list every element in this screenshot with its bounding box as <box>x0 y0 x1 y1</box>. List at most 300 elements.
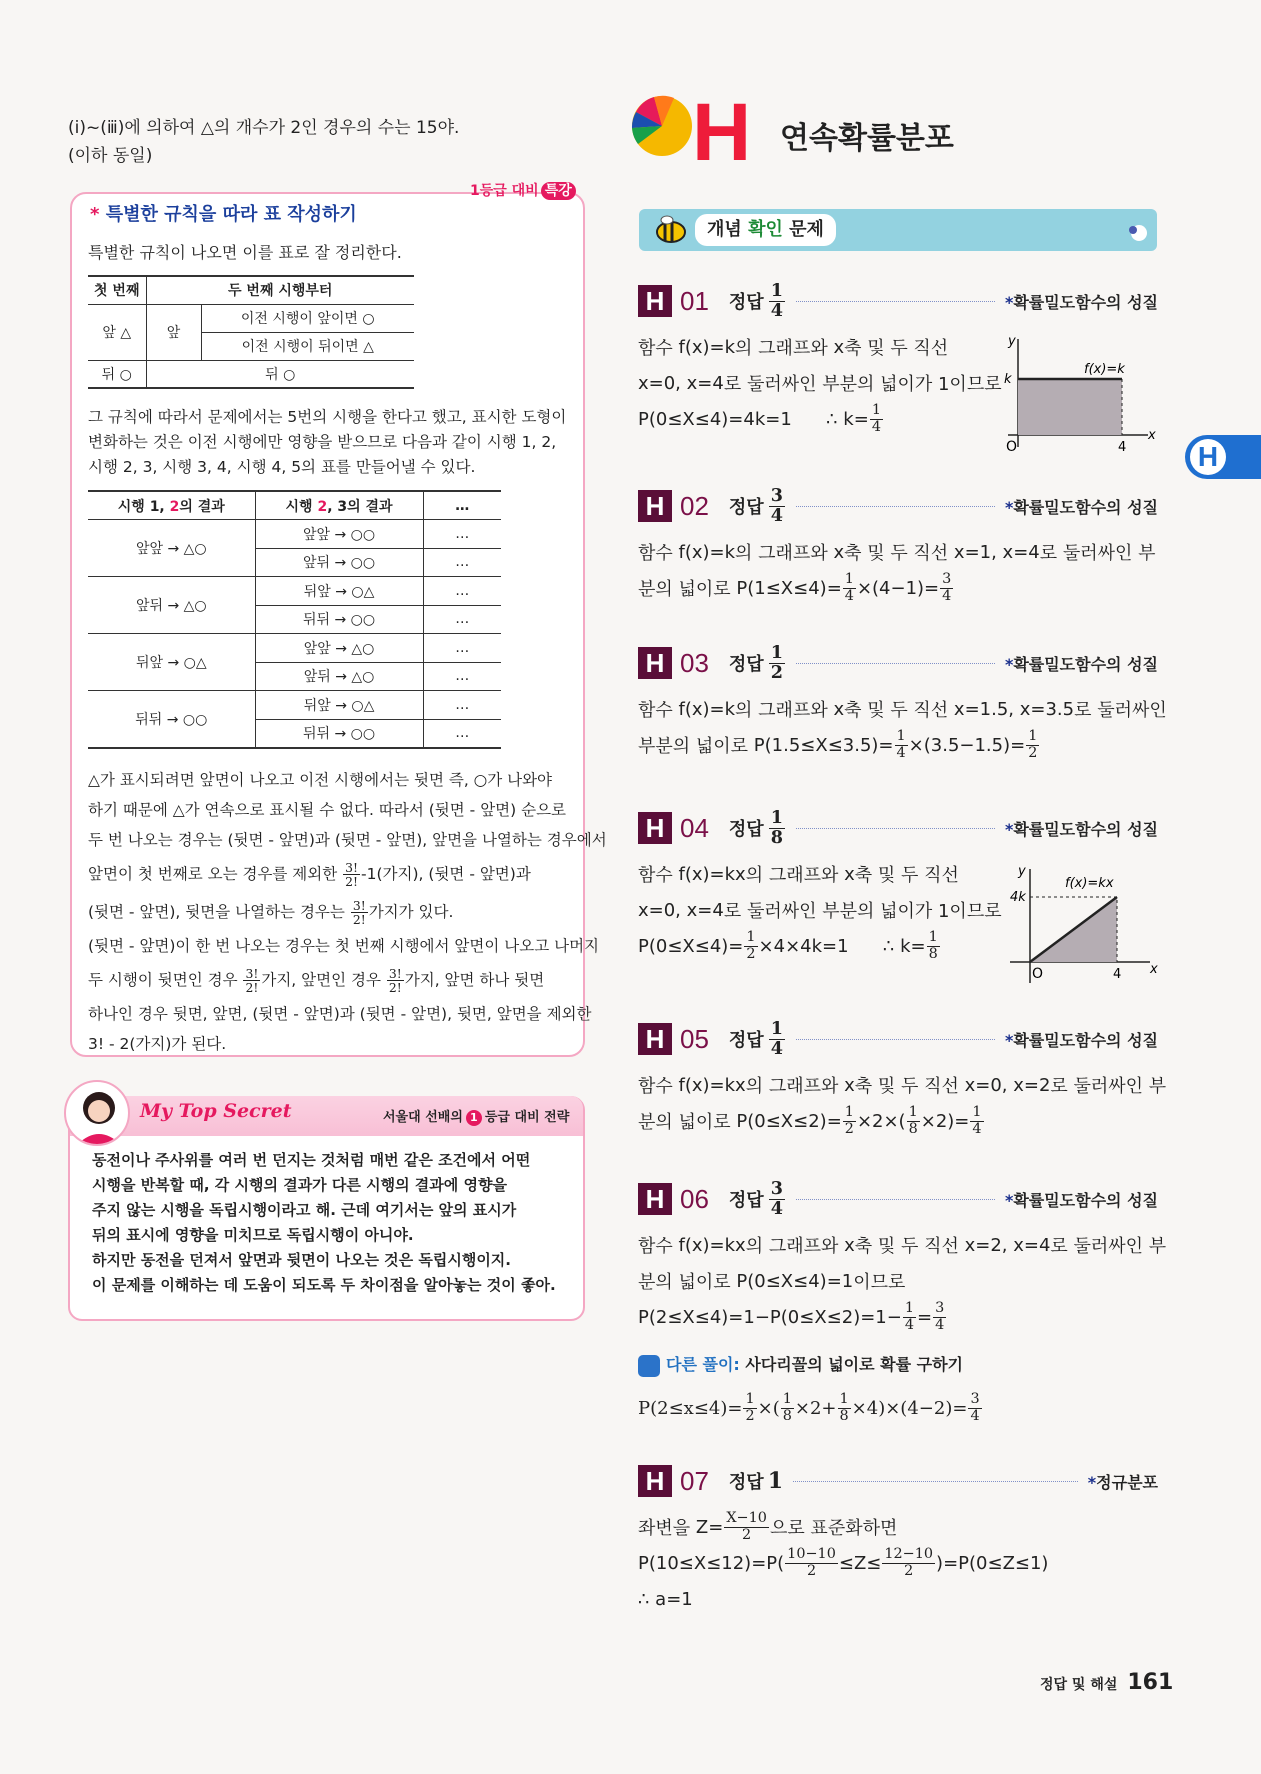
denominator: 4 <box>935 1316 945 1333</box>
chapter-title: 연속확률분포 <box>780 121 954 156</box>
alternative-solution-equation <box>638 1388 983 1428</box>
problem-header <box>638 486 1158 526</box>
header-text: 2 <box>317 498 328 515</box>
fraction <box>781 1392 794 1423</box>
text-segment: ×2×( <box>856 1110 906 1132</box>
fraction <box>743 1392 756 1423</box>
text-segment: x=0, x=2 <box>964 1074 1051 1096</box>
text-segment: 의 그래프와 <box>735 543 834 564</box>
numerator: 1 <box>770 807 783 829</box>
star-icon: * <box>1004 819 1014 839</box>
table-cell: … <box>423 577 501 606</box>
numerator: 1 <box>928 929 938 946</box>
function-label: f(x)=k <box>1084 362 1125 377</box>
table-cell: 앞뒤 → ○○ <box>255 548 423 577</box>
topic-tag <box>1005 1028 1158 1051</box>
solution-line <box>638 570 1158 606</box>
subtitle-text: 등급 대비 전략 <box>484 1110 570 1125</box>
origin-label: O <box>1032 966 1044 982</box>
answer-value <box>768 487 786 525</box>
answer-value: 1 <box>767 1468 784 1494</box>
text-segment: 분의 넓이로 <box>638 1112 737 1133</box>
problem-header <box>638 281 1158 321</box>
denominator: 2! <box>352 912 366 927</box>
text-segment: P(1≤X≤4)= <box>736 577 842 599</box>
denominator: 4 <box>770 299 783 321</box>
problem-header <box>638 1019 1158 1059</box>
denominator: 4 <box>770 1037 783 1059</box>
table-cell: 뒤앞 → ○△ <box>88 634 255 691</box>
fraction <box>838 1392 851 1423</box>
header-text: , 3의 결과 <box>327 498 393 515</box>
problem-number: 05 <box>680 1023 709 1054</box>
concept-check-label <box>695 214 836 246</box>
box-description: 특별한 규칙이 나오면 이를 표로 잘 정리한다. <box>88 243 402 262</box>
intro-line: (ⅰ)~(ⅲ)에 의하여 △의 개수가 2인 경우의 수는 15야. <box>68 118 460 138</box>
text-segment: 축 및 두 직선 <box>844 700 954 721</box>
topic-tag <box>1005 290 1158 313</box>
table-cell: … <box>423 691 501 720</box>
text-line: 하지만 동전을 던져서 앞면과 뒷면이 나오는 것은 독립시행이지. <box>92 1251 511 1269</box>
text-line: 시행을 반복할 때, 각 시행의 결과가 다른 시행의 결과에 영향을 <box>92 1176 507 1194</box>
fraction <box>970 1105 983 1136</box>
answer-label: 정답 <box>728 1030 764 1051</box>
graph-linear-density <box>1010 865 1160 985</box>
text-segment: ≤Z≤ <box>838 1552 882 1574</box>
text-line: 이 문제를 이해하는 데 도움이 되도록 두 차이점을 알아놓는 것이 좋아. <box>92 1276 556 1294</box>
solution-line <box>638 1067 1167 1103</box>
text-segment: ∴ k= <box>848 935 926 957</box>
table-cell: … <box>423 719 501 748</box>
table-row <box>88 634 501 663</box>
numerator: 12−10 <box>884 1546 934 1563</box>
text-segment: 의 그래프와 <box>745 1076 845 1097</box>
problem-letter-badge: H <box>638 812 672 844</box>
solution-line <box>638 1227 1167 1263</box>
text-segment: ×(3.5−1.5)= <box>908 734 1026 756</box>
subtitle-text: 서울대 선배의 <box>383 1110 463 1125</box>
problem-letter-badge: H <box>638 490 672 522</box>
denominator: 2! <box>388 980 402 995</box>
answer-label: 정답 <box>728 819 764 840</box>
numerator: 1 <box>908 1104 918 1121</box>
fraction <box>1026 729 1039 760</box>
answer-label: 정답 <box>728 654 764 675</box>
table-cell: 이전 시행이 뒤이면 △ <box>201 332 414 360</box>
table-cell: … <box>423 520 501 549</box>
solution-line <box>638 1263 1158 1299</box>
text-line: 그 규칙에 따라서 문제에서는 5번의 시행을 한다고 했고, 표시한 도형이 <box>88 408 567 426</box>
chapter-logo <box>630 88 760 168</box>
answer-value <box>768 1020 786 1058</box>
text-segment: ×2+ <box>794 1397 837 1419</box>
text-line <box>88 1029 578 1059</box>
table-cell: 앞앞 → ○○ <box>255 520 423 549</box>
fraction <box>927 930 940 961</box>
footer-label: 정답 및 해설 <box>1040 1677 1118 1693</box>
fraction <box>769 1180 785 1218</box>
solution-line <box>638 691 1167 727</box>
text-line: 뒤의 표시에 영향을 미치므로 독립시행이 아니야. <box>92 1226 414 1244</box>
text-segment: P(0≤X≤4)=4k=1 <box>638 408 792 430</box>
table-header <box>88 491 255 520</box>
problem-header <box>638 1461 1158 1501</box>
chapter-letter: H <box>692 88 752 168</box>
avatar <box>64 1080 130 1146</box>
my-top-secret-body <box>92 1148 556 1298</box>
text-segment: 축 및 두 직선 <box>844 543 954 564</box>
table-cell: 앞뒤 → △○ <box>88 577 255 634</box>
text-segment: 이므로 <box>853 1272 906 1293</box>
table-cell: 앞 △ <box>88 304 146 360</box>
tick-label: 4 <box>1118 440 1127 453</box>
text-segment: Z= <box>695 1516 724 1538</box>
table-cell: 앞앞 → △○ <box>88 520 255 577</box>
denominator: 2! <box>245 980 259 995</box>
denominator: 2 <box>742 1526 752 1543</box>
text-line: 주지 않는 시행을 독립시행이라고 해. 근데 여기서는 앞의 표시가 <box>92 1201 517 1219</box>
table-cell: 뒤 ○ <box>88 360 146 388</box>
numerator: 3 <box>970 1391 980 1408</box>
intro-text <box>68 114 459 170</box>
text-segment: 분의 넓이로 <box>638 1272 737 1293</box>
topic-text: 확률밀도함수의 성질 <box>1013 1190 1158 1210</box>
denominator: 2! <box>345 874 359 889</box>
table-cell: … <box>423 662 501 691</box>
pie-chart-icon <box>630 88 760 168</box>
fraction <box>769 1020 785 1058</box>
header-text: 의 결과 <box>179 498 225 515</box>
text-segment: 두 시행이 뒷면인 경우 <box>88 971 243 989</box>
text-segment: (뒷면 - 앞면)이 한 번 나오는 경우는 첫 번째 시행에서 앞면이 나오고 나머지 <box>88 937 600 955</box>
fraction <box>769 282 785 320</box>
dotted-leader <box>796 1039 995 1040</box>
table-cell: 앞 <box>146 304 201 360</box>
side-tab-letter: H <box>1190 439 1226 475</box>
dotted-leader <box>796 663 995 664</box>
answer-label: 정답 <box>728 497 764 518</box>
problem-06 <box>638 1178 1167 1335</box>
fraction <box>903 1301 916 1332</box>
denominator: 8 <box>908 1120 918 1137</box>
problem-number: 06 <box>680 1183 709 1214</box>
answer-value <box>768 644 786 682</box>
text-segment: 두 번 나오는 경우는 (뒷면 - 앞면)과 (뒷면 - 앞면), 앞면을 나열하는 경우에서 <box>88 831 607 849</box>
problem-number: 03 <box>680 647 709 678</box>
denominator: 4 <box>970 1407 980 1424</box>
problem-letter-badge: H <box>638 1023 672 1055</box>
solution-line <box>638 1545 1158 1581</box>
table-cell: 앞앞 → △○ <box>255 634 423 663</box>
tick-label: 4 <box>1113 967 1122 982</box>
alternative-solution-title <box>638 1352 963 1377</box>
text-segment: 가지가 있다. <box>368 903 454 921</box>
table-cell: 뒤앞 → ○△ <box>255 691 423 720</box>
table-cell: 뒤 ○ <box>146 360 414 388</box>
answer-label: 정답 <box>728 292 764 313</box>
star-icon: * <box>1004 654 1014 674</box>
box-title-text: 특별한 규칙을 따라 표 작성하기 <box>105 204 357 225</box>
topic-text: 확률밀도함수의 성질 <box>1013 654 1158 674</box>
text-segment: 3! - 2(가지)가 된다. <box>88 1035 227 1053</box>
text-segment: ∴ a=1 <box>638 1588 693 1610</box>
intro-line: (이하 동일) <box>68 146 153 166</box>
header-text: 2 <box>169 498 180 515</box>
problem-header <box>638 808 1158 848</box>
denominator: 4 <box>904 1316 914 1333</box>
text-segment: x <box>844 863 855 885</box>
text-segment: 가지, 앞면 하나 뒷면 <box>404 971 545 989</box>
solution-body <box>638 534 1158 606</box>
text-segment: 로 둘러싸인 부 <box>1039 543 1156 564</box>
text-segment: 로 둘러싸인 부 <box>1050 1076 1167 1097</box>
my-top-secret-title: My Top Secret <box>140 1100 292 1122</box>
text-segment: P(0≤X≤4)= <box>638 935 744 957</box>
explanation-paragraph <box>88 405 573 480</box>
problem-letter-badge: H <box>638 285 672 317</box>
text-segment: ×2)= <box>920 1110 970 1132</box>
text-line <box>88 765 578 795</box>
problem-02 <box>638 486 1158 606</box>
table-header <box>255 491 423 520</box>
problem-number: 04 <box>680 812 709 843</box>
text-segment: 로 둘러싸인 <box>1074 700 1167 721</box>
text-segment: 함수 <box>638 1236 679 1257</box>
numerator: 3! <box>352 897 366 913</box>
k-label: 4k <box>1010 890 1026 905</box>
header-text: 시행 1, <box>117 498 170 515</box>
fraction <box>243 967 260 994</box>
box-title <box>90 200 357 226</box>
text-segment: P(0≤X≤2)= <box>736 1110 842 1132</box>
topic-tag <box>1005 652 1158 675</box>
text-segment: f(x)=k <box>678 336 736 358</box>
fraction <box>933 1301 946 1332</box>
badge-text: 1등급 대비 <box>470 183 539 199</box>
denominator: 8 <box>782 1407 792 1424</box>
table-cell: 뒤앞 → ○△ <box>255 577 423 606</box>
fraction <box>940 572 953 603</box>
fraction <box>387 967 404 994</box>
denominator: 4 <box>770 1197 783 1219</box>
solution-line <box>638 534 1158 570</box>
numerator: 1 <box>871 402 881 419</box>
fraction <box>769 809 785 847</box>
text-line <box>88 961 578 999</box>
text-segment: 축 및 두 직선 <box>854 1236 965 1257</box>
page-number: 161 <box>1127 1670 1174 1695</box>
denominator: 4 <box>770 504 783 526</box>
text-line <box>88 795 578 825</box>
text-segment: 의 그래프와 <box>735 338 834 359</box>
label-text: 개념 <box>707 219 742 240</box>
fraction <box>785 1547 838 1578</box>
alt-label: 다른 풀이: <box>666 1355 740 1374</box>
page-footer <box>1040 1670 1173 1695</box>
text-segment: f(x)=kx <box>678 1234 746 1256</box>
shaded-area <box>1018 379 1122 435</box>
star-icon: * <box>1004 292 1014 312</box>
numerator: 3 <box>770 485 783 507</box>
text-line <box>88 893 578 931</box>
numerator: 3 <box>770 1178 783 1200</box>
table-cell: … <box>423 548 501 577</box>
denominator: 2 <box>746 945 756 962</box>
table-cell: 이전 시행이 앞이면 ○ <box>201 304 414 332</box>
text-segment: x=0, x=4 <box>638 372 724 394</box>
text-line <box>88 855 578 893</box>
x-label: x <box>1150 962 1158 977</box>
text-segment: P(2≤X≤4)=1−P(0≤X≤2)=1− <box>638 1306 902 1328</box>
badge-pill: 특강 <box>541 182 576 200</box>
text-line: 시행 2, 3, 시행 3, 4, 시행 4, 5의 표를 만들어낼 수 있다. <box>88 458 476 476</box>
numerator: X−10 <box>726 1510 767 1527</box>
answer-value <box>768 809 786 847</box>
text-segment: x <box>844 1234 855 1256</box>
text-segment: x=1, x=4 <box>953 541 1040 563</box>
text-segment: f(x)=kx <box>678 1074 746 1096</box>
fraction <box>744 930 757 961</box>
fraction <box>895 729 908 760</box>
text-segment: (뒷면 - 앞면), 뒷면을 나열하는 경우는 <box>88 903 350 921</box>
text-segment: 의 그래프와 <box>745 865 845 886</box>
topic-text: 확률밀도함수의 성질 <box>1013 292 1158 312</box>
problem-letter-badge: H <box>638 647 672 679</box>
text-line <box>88 999 592 1029</box>
denominator: 4 <box>896 744 906 761</box>
denominator: 2 <box>844 1120 854 1137</box>
topic-tag <box>1088 1470 1158 1493</box>
topic-text: 정규분포 <box>1096 1472 1158 1492</box>
text-segment: ×4×4k=1 <box>758 935 849 957</box>
star-icon: * <box>90 204 100 225</box>
topic-tag <box>1005 817 1158 840</box>
numerator: 1 <box>745 1391 755 1408</box>
text-segment: ×( <box>757 1397 780 1419</box>
text-segment: P(2≤x≤4)= <box>638 1397 743 1419</box>
topic-text: 확률밀도함수의 성질 <box>1013 819 1158 839</box>
numerator: 1 <box>844 1104 854 1121</box>
y-label: y <box>1008 335 1016 349</box>
denominator: 4 <box>844 587 854 604</box>
solution-line <box>638 727 1158 763</box>
fraction <box>843 572 856 603</box>
topic-text: 확률밀도함수의 성질 <box>1013 497 1158 517</box>
solution-body <box>638 691 1167 763</box>
table-cell: 뒤뒤 → ○○ <box>255 719 423 748</box>
my-top-secret-subtitle <box>383 1106 569 1126</box>
problem-header <box>638 1179 1158 1219</box>
text-segment: 축 및 두 직선 <box>854 865 959 886</box>
text-segment: 로 둘러싸인 부분의 넓이가 1이므로 <box>723 901 1002 922</box>
problem-number: 07 <box>680 1465 709 1496</box>
number-badge: 1 <box>466 1110 482 1126</box>
denominator: 4 <box>942 587 952 604</box>
table-cell: … <box>423 605 501 634</box>
fraction <box>882 1547 935 1578</box>
problem-letter-badge: H <box>638 1465 672 1497</box>
text-segment: x <box>844 1074 855 1096</box>
numerator: 1 <box>896 728 906 745</box>
text-segment: -1(가지), (뒷면 - 앞면)과 <box>361 865 531 883</box>
dotted-leader <box>793 1481 1078 1482</box>
text-line: 변화하는 것은 이전 시행에만 영향을 받으므로 다음과 같이 시행 1, 2, <box>88 433 557 451</box>
solution-body <box>638 1067 1167 1139</box>
table-cell: … <box>423 634 501 663</box>
text-segment: 함수 <box>638 1076 679 1097</box>
fraction <box>843 1105 856 1136</box>
alt-title-text: 사다리꼴의 넓이로 확률 구하기 <box>745 1355 964 1374</box>
table-cell: 뒤뒤 → ○○ <box>88 691 255 748</box>
text-segment: )=P(0≤Z≤1) <box>936 1552 1049 1574</box>
star-icon: * <box>1004 497 1014 517</box>
numerator: 3! <box>345 859 359 875</box>
bee-icon <box>653 215 689 245</box>
fraction <box>907 1105 920 1136</box>
answer-value <box>768 282 786 320</box>
text-line: 동전이나 주사위를 여러 번 던지는 것처럼 매번 같은 조건에서 어떤 <box>92 1151 531 1169</box>
numerator: 1 <box>770 280 783 302</box>
text-segment: 하나인 경우 뒷면, 앞면, (뒷면 - 앞면)과 (뒷면 - 앞면), 뒷면, 앞면을 제외한 <box>88 1005 592 1023</box>
answer-label: 정답 <box>728 1472 764 1493</box>
k-label: k <box>1004 372 1012 387</box>
text-segment: 함수 <box>638 543 679 564</box>
text-segment: P(0≤X≤4)=1 <box>736 1270 854 1292</box>
denominator: 2 <box>745 1407 755 1424</box>
text-line <box>88 931 600 961</box>
numerator: 3! <box>388 965 402 981</box>
topic-text: 확률밀도함수의 성질 <box>1013 1030 1158 1050</box>
text-segment: 부분의 넓이로 <box>638 736 754 757</box>
numerator: 1 <box>839 1391 849 1408</box>
problem-number: 01 <box>680 285 709 316</box>
solution-body <box>638 1227 1167 1335</box>
table-cell: 뒤뒤 → ○○ <box>255 605 423 634</box>
fraction <box>769 644 785 682</box>
table-row <box>88 520 501 549</box>
numerator: 1 <box>1028 728 1038 745</box>
text-segment: x <box>833 698 845 720</box>
rule-table <box>88 275 414 389</box>
table-row <box>88 691 501 720</box>
text-segment: 하기 때문에 △가 연속으로 표시될 수 없다. 따라서 (뒷면 - 앞면) 순으로 <box>88 801 567 819</box>
solution-line <box>638 1509 1158 1545</box>
fraction <box>724 1511 769 1542</box>
problem-03 <box>638 642 1167 763</box>
text-segment: x=2, x=4 <box>964 1234 1051 1256</box>
dotted-leader <box>796 1199 995 1200</box>
text-segment: f(x)=kx <box>678 863 746 885</box>
numerator: 1 <box>972 1104 982 1121</box>
numerator: 1 <box>904 1300 914 1317</box>
answer-value <box>768 1180 786 1218</box>
label-text: 문제 <box>789 219 824 240</box>
label-text: 확인 <box>748 219 783 240</box>
text-segment: 으로 표준화하면 <box>769 1518 898 1539</box>
denominator: 4 <box>972 1120 982 1137</box>
problem-header <box>638 643 1158 683</box>
denominator: 2 <box>904 1562 914 1579</box>
text-segment: 의 그래프와 <box>745 1236 845 1257</box>
solution-line <box>638 1581 1158 1617</box>
numerator: 1 <box>844 571 854 588</box>
text-line <box>88 825 607 855</box>
text-segment: 앞면이 첫 번째로 오는 경우를 제외한 <box>88 865 343 883</box>
y-label: y <box>1018 865 1026 879</box>
text-segment: f(x)=k <box>678 541 736 563</box>
text-segment: 의 그래프와 <box>735 700 834 721</box>
answer-label: 정답 <box>728 1190 764 1211</box>
